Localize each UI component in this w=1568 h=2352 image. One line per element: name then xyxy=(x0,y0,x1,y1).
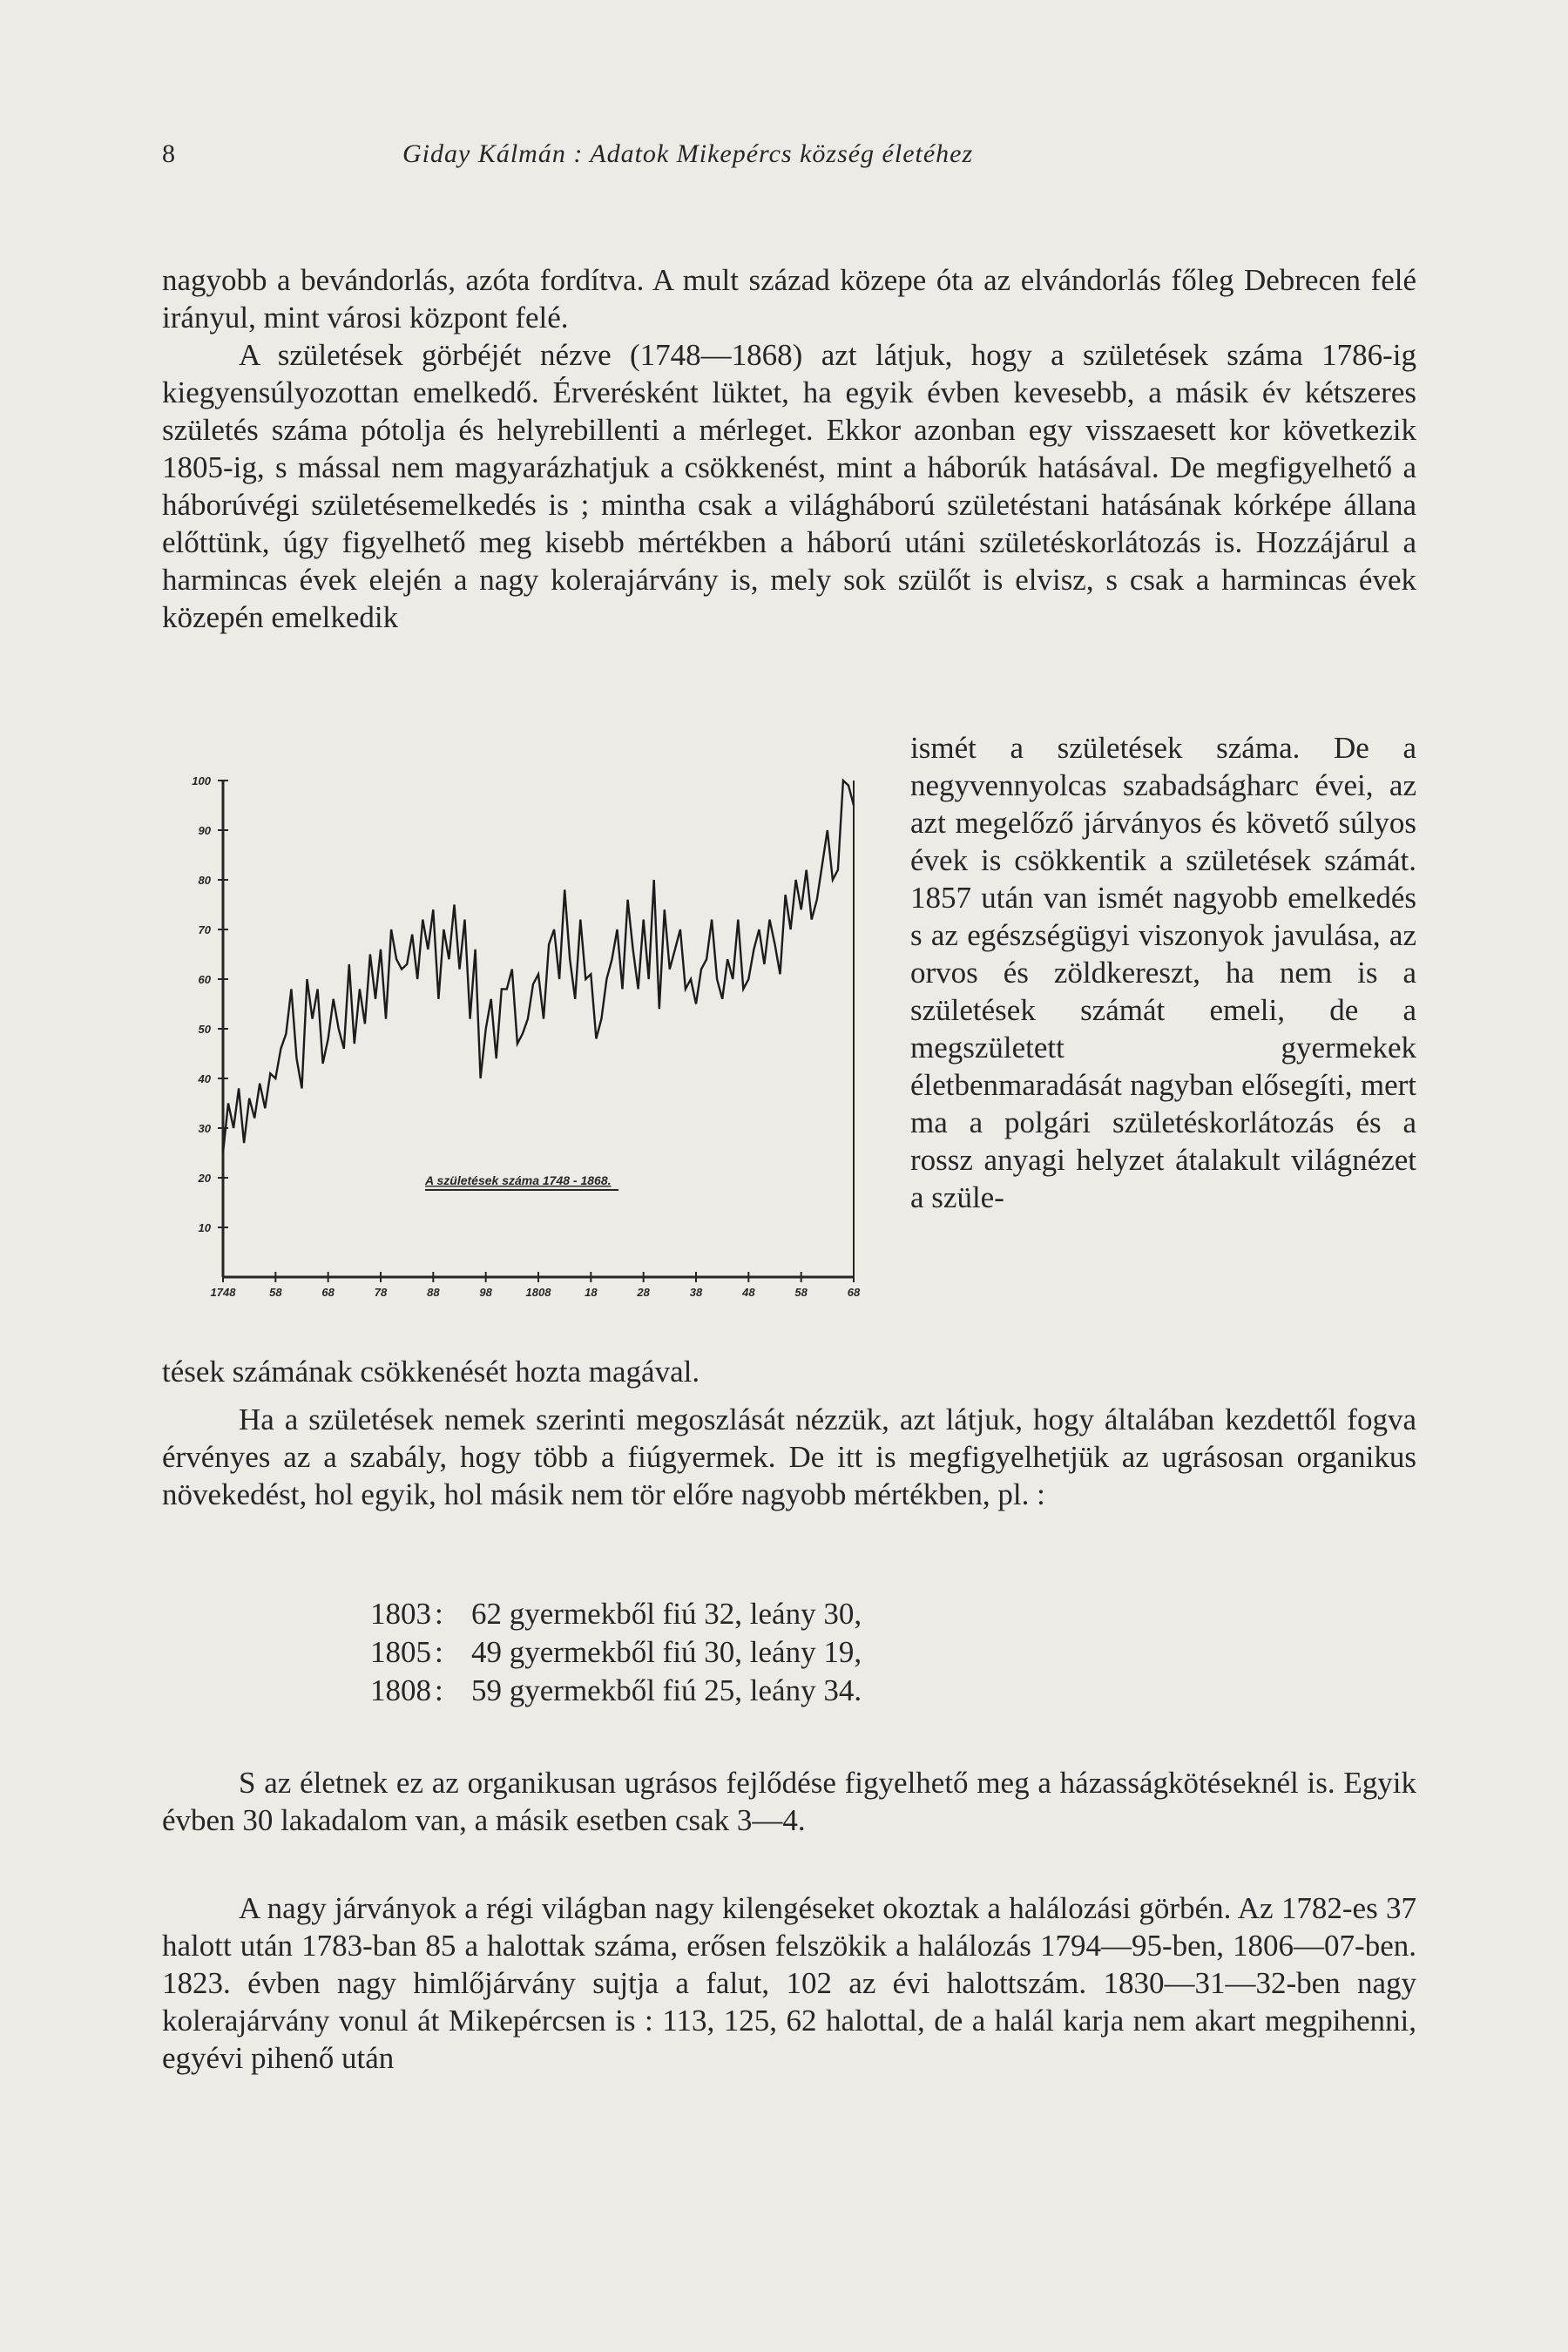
y-tick-label: 100 xyxy=(192,774,211,787)
y-tick-label: 90 xyxy=(198,824,211,837)
x-tick-label: 68 xyxy=(847,1286,861,1299)
stats-table xyxy=(322,1595,862,1710)
y-tick-label: 40 xyxy=(198,1072,211,1085)
stats-text: 62 gyermekből fiú 32, leány 30, xyxy=(471,1597,862,1631)
x-tick-label: 68 xyxy=(321,1286,335,1299)
stats-year: 1803 xyxy=(370,1597,431,1631)
stats-year: 1805 xyxy=(370,1635,431,1669)
paragraph-2: A születések görbéjét nézve (1748—1868) azt látjuk, hogy a születések száma 1786-ig kiegyensúlyozottan emelkedő. Érverésként lüktet, ha egyik évben kevesebb, a másik év kétszeres születés száma pótolja és helyrebillenti a mérleget. Ekkor azonban egy visszaesett kor következik 1805-ig, s mással nem magyarázhatjuk a csökkenést, mint a háborúk hatásával. De megfigyelhető a háborúvégi születésemelkedés is ; mintha csak a világháború születéstani hatásának kórképe állana előttünk, úgy figyelhető meg kisebb mértékben a háború utáni születéskorlátozás is. Hozzájárul a harmincas évek elején a nagy kolerajárvány is, mely sok szülőt is elvisz, s csak a harmincas évek közepén emelkedik xyxy=(162,338,1416,634)
x-tick-label: 88 xyxy=(427,1286,440,1299)
x-tick-label: 78 xyxy=(374,1286,388,1299)
x-tick-label: 1748 xyxy=(210,1286,236,1299)
page-number: 8 xyxy=(162,139,175,168)
births-series-line xyxy=(223,781,854,1153)
stats-colon: : xyxy=(435,1597,443,1631)
x-tick-label: 58 xyxy=(269,1286,282,1299)
stats-year: 1808 xyxy=(370,1673,431,1707)
stats-text: 59 gyermekből fiú 25, leány 34. xyxy=(471,1673,862,1707)
y-tick-label: 80 xyxy=(198,874,211,887)
x-tick-label: 98 xyxy=(479,1286,492,1299)
paragraph-4: S az életnek ez az organikusan ugrásos fejlődése figyelhető meg a házasságkötéseknél is. Egyik évben 30 lakadalom van, a másik esetben csak 3—4. xyxy=(162,1766,1416,1837)
x-tick-label: 1808 xyxy=(525,1286,551,1299)
stats-colon: : xyxy=(435,1673,443,1707)
stats-colon: : xyxy=(435,1635,443,1669)
y-tick-label: 10 xyxy=(198,1221,211,1234)
x-tick-label: 28 xyxy=(637,1286,650,1299)
paragraph-3: Ha a születések nemek szerinti megoszlását nézzük, azt látjuk, hogy általában kezdettől fogva érvényes az a szabály, hogy több a fiúgyermek. De itt is megfigyelhetjük az ugrásosan organikus növekedést, hol egyik, hol másik nem tör előre nagyobb mértékben, pl. : xyxy=(162,1402,1416,1511)
running-title: Giday Kálmán : Adatok Mikepércs község életéhez xyxy=(402,139,974,168)
running-header xyxy=(162,139,1416,174)
stats-row-1808 xyxy=(322,1672,862,1710)
y-tick-label: 20 xyxy=(198,1172,211,1185)
stats-row-1803 xyxy=(322,1595,862,1633)
paragraph-1: nagyobb a bevándorlás, azóta fordítva. A mult század közepe óta az elvándorlás főleg Debrecen felé irányul, mint városi központ felé. xyxy=(162,263,1416,335)
births-chart xyxy=(166,763,862,1321)
paragraph-2-tail: tések számának csökkenését hozta magával. xyxy=(162,1355,700,1389)
x-tick-label: 38 xyxy=(689,1286,703,1299)
y-tick-label: 60 xyxy=(198,973,211,986)
x-tick-label: 18 xyxy=(585,1286,598,1299)
y-tick-label: 50 xyxy=(198,1023,211,1036)
paragraph-5: A nagy járványok a régi világban nagy kilengéseket okoztak a halálozási görbén. Az 1782-es 37 halott után 1783-ban 85 a halottak száma, erősen felszökik a halálozás 1794—95-ben, 1806—07-ben. 1823. évben nagy himlőjárvány sujtja a falut, 102 az évi halottszám. 1830—31—32-ben nagy kolerajárvány vonul át Mikepércsen is : 113, 125, 62 halottal, de a halál karja nem akart megpihenni, egyévi pihenő után xyxy=(162,1891,1416,2075)
births-chart-svg xyxy=(166,763,862,1321)
chart-title: A születések száma 1748 - 1868. xyxy=(425,1173,612,1187)
x-tick-label: 48 xyxy=(742,1286,755,1299)
y-tick-label: 30 xyxy=(198,1122,211,1135)
paragraph-2-wrap: ismét a születések száma. De a negyvennyolcas szabadságharc évei, az azt megelőző járványos és követő súlyos évek is csökkentik a születések számát. 1857 után van ismét nagyobb emelkedés s az egészségügyi viszonyok javulása, az orvos és zöldkereszt, ha nem is a születések számát emeli, de a megszületett gyermekek életbenmaradását nagyban elősegíti, mert ma a polgári születéskorlátozás és a rossz anyagi helyzet átalakult világnézet a szüle- xyxy=(910,731,1416,1214)
x-tick-label: 58 xyxy=(794,1286,808,1299)
stats-row-1805 xyxy=(322,1633,862,1672)
y-tick-label: 70 xyxy=(198,923,211,936)
stats-text: 49 gyermekből fiú 30, leány 19, xyxy=(471,1635,862,1669)
